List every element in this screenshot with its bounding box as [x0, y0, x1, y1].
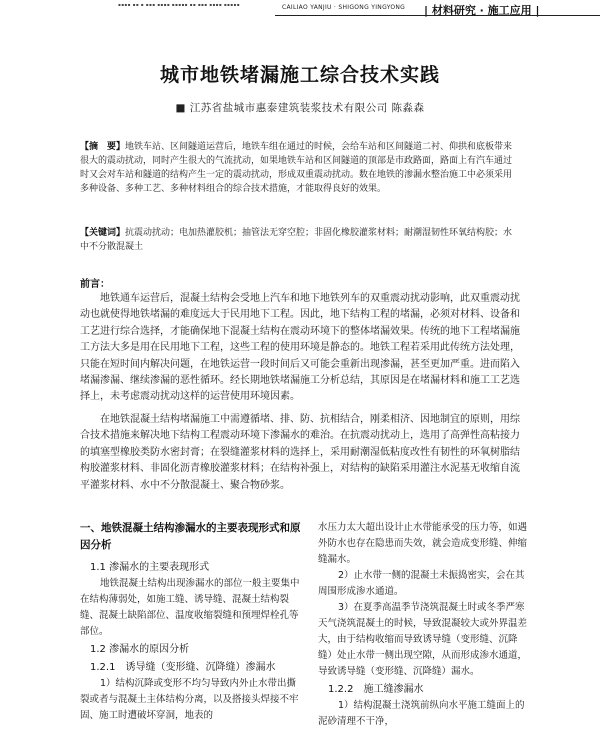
- running-header: [0, 0, 600, 28]
- subsection-1-2-heading: 1.2 渗漏水的原因分析: [90, 644, 190, 655]
- subsection-1-2-2-heading: 1.2.2 施工缝渗漏水: [328, 684, 424, 695]
- right-continuation: 水压力太大超出设计止水带能承受的压力等，如遇外防水也存在隐患而失效，就会造成变形缝、伸缩缝漏水。: [318, 522, 528, 565]
- keywords-label: 【关键词】: [80, 228, 126, 238]
- subsection-1-1-heading: 1.1 渗漏水的主要表现形式: [90, 562, 210, 573]
- header-tiny-print: ▪▪▪▪ ▪▪ ▪ ▪▪▪ ▪▪▪▪ ▪▪▪▪▪ ▪▪ ▪▪▪ ▪▪▪▪ ▪▪▪▪▪: [118, 2, 240, 7]
- header-section-title: | 材料研究 · 施工应用 |: [424, 4, 540, 17]
- header-pinyin: CAILIAO YANJIU · SHIGONG YINGYONG: [282, 4, 406, 11]
- subsection-1-1-text: 地铁混凝土结构出现渗漏水的部位一般主要集中在结构薄弱处，如施工缝、诱导缝、混凝土结构裂缝、混凝土缺陷部位、温度收缩裂缝和预埋焊栓孔等部位。: [80, 578, 300, 637]
- right-item-2: 2）止水带一侧的混凝土未振捣密实，会在其周围形成渗水通道。: [318, 570, 525, 597]
- abstract: [80, 140, 520, 196]
- preface-heading: 前言：: [80, 279, 110, 290]
- header-rule: [275, 15, 600, 16]
- section-1-heading: 一、地铁混凝土结构渗漏水的主要表现形式和原因分析: [80, 522, 301, 551]
- abstract-label: 【摘 要】: [80, 142, 126, 152]
- author-line: ■ 江苏省盐城市惠泰建筑装浆技术有限公司 陈淼森: [175, 102, 425, 114]
- right-column: [318, 520, 528, 730]
- right-item-4: 1）结构混凝土浇筑前纵向水平施工缝面上的泥砂清理不干净，: [318, 700, 525, 727]
- abstract-text: 地铁车站、区间隧道运营后，地铁车组在通过的时候，会给车站和区间隧道二衬、仰拱和底板带来很大的震动扰动，同时产生很大的气流扰动，如果地铁车站和区间隧道的顶部是市政路面，路面上有汽车通过时又会对车站和隧道的结构产生一定的震动扰动，形成双重震动扰动。数在地铁的渗漏水整治施工中必须采用多种设备、多种工艺、多种材料组合的综合技术措施，才能取得良好的效果。: [80, 142, 513, 194]
- body-paragraph-2: 在地铁混凝土结构堵漏施工中需遵循堵、排、防、抗相结合，刚柔相济、因地制宜的原则，用综合技术措施来解决地下结构工程震动环境下渗漏水的难治。在抗震动扰动上，选用了高弹性高粘接力的填塞型橡胶类防水密封膏；在裂缝灌浆材料的选择上，采用耐潮湿低粘度改性有韧性的环氧树脂结构胶灌浆材料、非固化沥青橡胶灌浆材料；在结构补强上，对结构的缺陷采用灌注水泥基无收缩自流平灌浆材料、水中不分散混凝土、聚合物砂浆。: [80, 414, 520, 491]
- right-item-3: 3）在夏季高温季节浇筑混凝土时或冬季严寒天气浇筑混凝土的时候，导致混凝较大或外界温差大，由于结构收缩而导致诱导缝（变形缝、沉降缝）处止水带一侧出现空隙，从而形成渗水通道，导致诱导缝（变形缝、沉降缝）漏水。: [318, 602, 528, 677]
- keywords-text: 抗震动扰动；电加热灌胶机；抽管法无穿空腔；非固化橡胶灌浆材料；耐潮湿韧性环氧结构胶；水中不分散混凝土: [80, 228, 513, 252]
- article-title: 城市地铁堵漏施工综合技术实践: [159, 64, 440, 86]
- subsection-1-2-1-heading: 1.2.1 诱导缝（变形缝、沉降缝）渗漏水: [90, 662, 276, 673]
- left-column: [80, 520, 302, 724]
- body-paragraph-1: 地铁通车运营后，混凝土结构会受地上汽车和地下地铁列车的双重震动扰动影响，此双重震动扰动也就使得地铁堵漏的难度远大于民用地下工程。因此，地下结构工程的堵漏，必须对材料、设备和工艺进行综合选择，才能确保地下混凝土结构在震动环境下的整体堵漏效果。传统的地下工程堵漏施工方法大多是用在民用地下工程，这些工程的使用环境是静态的。地铁工程若采用此传统方法处理，只能在短时间内解决问题，在地铁运营一段时间后又可能会重新出现渗漏，甚至更加严重。进而陷入堵漏渗漏、继续渗漏的恶性循环。经长期地铁堵漏施工分析总结，其原因是在堵漏材料和施工工艺选择上，未考虑震动扰动这样的运营使用环境因素。: [80, 293, 520, 403]
- keywords: [80, 226, 520, 254]
- subsection-1-2-1-item-1: 1）结构沉降或变形不均匀导致内外止水带出撕裂或者与混凝土主体结构分离，以及搭接头焊接不牢固、施工时遭破坏穿洞，地表的: [80, 678, 299, 721]
